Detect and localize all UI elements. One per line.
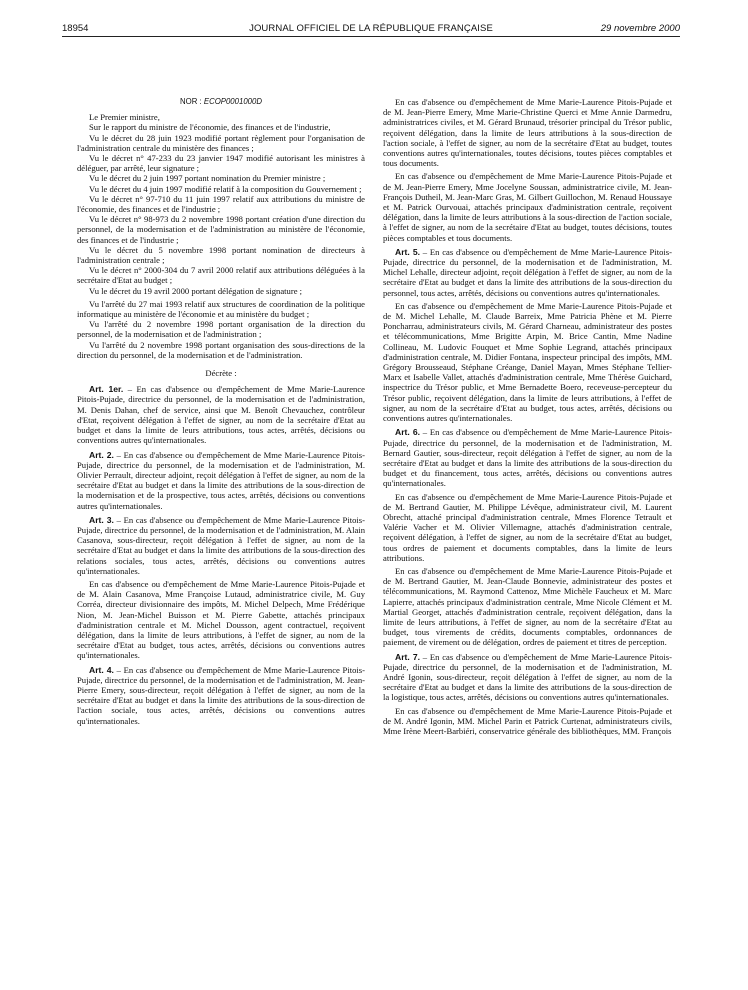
right-column bbox=[383, 97, 672, 736]
article-label: Art. 4. bbox=[89, 664, 114, 675]
visa-paragraph: Vu le décret n° 98-973 du 2 novembre 1998 portant création d'une direction du personnel, de la modernisation et de l'administration au ministère de l'économie, des finances et de l'industrie ; bbox=[77, 214, 365, 245]
visa-paragraph: Vu le décret du 28 juin 1923 modifié portant règlement pour l'organisation de l'administration centrale du ministère des finances ; bbox=[77, 132, 365, 153]
article-text: – En cas d'absence ou d'empêchement de Mme Marie-Laurence Pitois-Pujade, directrice du personnel, de la modernisation et de l'administration, M. Jean-Pierre Emery, sous-directeur, reçoit délégation à l'effet de signer, au nom de la secrétaire d'Etat au budget et dans la limite des attributions de la sous-direction de l'action sociale, tous actes, arrêtés, décisions ou conventions autres qu'internationales. bbox=[77, 664, 366, 726]
article-paragraph: En cas d'absence ou d'empêchement de Mme Marie-Laurence Pitois-Pujade et de M. Jean-Pierre Emery, Mme Marie-Christine Querci et Mme Annie Darmedru, administratrices civiles, et M. Gérard Brunaud, trésorier principal du Trésor public, reçoivent délégation, dans la limite de leurs attributions à la sous-direction de l'action sociale, à l'effet de signer, au nom de la secrétaire d'Etat au budget, toutes conventions autres qu'internationales, toutes décisions, toutes pièces comptables et tous documents. bbox=[383, 97, 672, 169]
article-3 bbox=[77, 515, 365, 576]
visa-paragraph: Le Premier ministre, bbox=[89, 112, 160, 123]
article-7 bbox=[383, 652, 672, 703]
article-text: – En cas d'absence ou d'empêchement de Mme Marie-Laurence Pitois-Pujade, directrice du personnel, de la modernisation et de l'administration, M. Olivier Perrault, directeur adjoint, reçoit délégation à l'effet de signer, au nom de la secrétaire d'Etat au budget et dans la limite des attributions de la sous-direction de la modernisation et de la prospective, tous actes, arrêtés, décisions ou conventions autres qu'internationales. bbox=[77, 449, 366, 511]
article-label: Art. 5. bbox=[395, 246, 420, 257]
article-text: – En cas d'absence ou d'empêchement de Mme Marie-Laurence Pitois-Pujade, directrice du personnel, de la modernisation et de l'administration, M. Michel Lehalle, directeur adjoint, reçoit délégation à l'effet de signer, au nom de la secrétaire d'Etat au budget et dans la limite des attributions de la sous-direction du personnel, tous actes, arrêtés, décisions ou conventions autres qu'internationales. bbox=[383, 246, 672, 298]
visa-paragraph: Vu l'arrêté du 27 mai 1993 relatif aux structures de coordination de la politique informatique au ministère de l'économie et au ministère du budget ; bbox=[77, 298, 365, 320]
article-text: – En cas d'absence ou d'empêchement de Mme Marie-Laurence Pitois-Pujade, directrice du personnel, de la modernisation et de l'administration, M. Bernard Gautier, sous-directeur, reçoit délégation à l'effet de signer, au nom de la secrétaire d'Etat au budget et dans la limite des attributions de la sous-direction du budget et du financement, tous actes, arrêtés, décisions ou conventions autres qu'internationales. bbox=[383, 427, 672, 489]
article-paragraph: En cas d'absence ou d'empêchement de Mme Marie-Laurence Pitois-Pujade et de M. Michel Lehalle, M. Claude Barreix, Mme Patricia Phène et M. Pierre Poncharrau, administrateurs civils, M. Gérard Charneau, administrateur des postes et télécommunications, Mme Brigitte Arpin, M. Brice Cantin, Mme Nadine Collineau, M. Ludovic Fouquet et Mme Sophie Legrand, attachés principaux d'administration centrale, M. Didier Fontana, inspecteur principal des impôts, MM. Grégory Brousseaud, Stéphane Créange, Daniel Mayan, Mmes Stéphane Tellier-Marx et Isabelle Vallet, attachés d'administration centrale, Mme Thérèse Guichard, inspectrice du Trésor public, et Mme Bernadette Boero, receveuse-percepteur du Trésor public, reçoivent délégation, dans la limite de leurs attributions, à l'effet de signer, au nom de la secrétaire d'Etat au budget, tous actes, arrêtés, décisions ou conventions autres qu'internationales. bbox=[383, 300, 672, 424]
article-paragraph: En cas d'absence ou d'empêchement de Mme Marie-Laurence Pitois-Pujade et de M. Bertrand Gautier, M. Philippe Lévêque, administrateur civil, M. Laurent Obrecht, attaché principal d'administration centrale, Mmes Florence Tetrault et Valérie Vacher et M. Olivier Villemagne, attachés d'administration centrale, reçoivent délégation, à l'effet de signer, au nom de la secrétaire d'Etat au budget, tous ordres de paiement et documents comptables, dans la limite de leurs attributions. bbox=[383, 491, 672, 563]
article-1 bbox=[77, 384, 365, 445]
visa-paragraph: Vu l'arrêté du 2 novembre 1998 portant organisation de la direction du personnel, de la modernisation et de l'administration ; bbox=[77, 319, 365, 340]
nor-code: ECOP0001000D bbox=[203, 97, 262, 106]
article-paragraph: En cas d'absence ou d'empêchement de Mme Marie-Laurence Pitois-Pujade et de M. Bertrand Gautier, M. Jean-Claude Bonnevie, administrateur des postes et télécommunications, M. Raymond Cattenoz, Mme Michèle Faucheux et M. Marc Lapierre, attachés principaux d'administration centrale, Mme Nicole Clément et M. Martial Georget, attachés d'administration centrale, reçoivent délégation, dans la limite de leurs attributions, à l'effet de signer, au nom de la secrétaire d'Etat au budget, tous virements de crédits, documents comptables, ordonnances de paiement, de virement ou de délégation, ordres de paiement et titres de perception. bbox=[383, 565, 672, 648]
article-label: Art. 3. bbox=[89, 514, 114, 525]
article-6 bbox=[383, 427, 672, 488]
visa-paragraph: Vu le décret du 4 juin 1997 modifié relatif à la composition du Gouvernement ; bbox=[89, 183, 362, 194]
visa-paragraph: Vu le décret n° 47-233 du 23 janvier 1947 modifié autorisant les ministres à déléguer, par arrêté, leur signature ; bbox=[77, 153, 365, 174]
article-label: Art. 6. bbox=[395, 427, 420, 438]
nor-reference bbox=[77, 97, 365, 107]
article-2 bbox=[77, 450, 365, 511]
issue-date: 29 novembre 2000 bbox=[600, 23, 680, 34]
visa-paragraph: Sur le rapport du ministre de l'économie, des finances et de l'industrie, bbox=[89, 122, 331, 133]
journal-title: JOURNAL OFFICIEL DE LA RÉPUBLIQUE FRANÇAISE bbox=[249, 23, 493, 34]
decrete-heading: Décrète : bbox=[205, 368, 237, 379]
visa-paragraph: Vu l'arrêté du 2 novembre 1998 portant organisation des sous-directions de la direction du personnel, de la modernisation et de l'administration. bbox=[77, 339, 365, 360]
page-number: 18954 bbox=[62, 23, 89, 34]
visa-paragraph: Vu le décret n° 2000-304 du 7 avril 2000 relatif aux attributions déléguées à la secrétaire d'Etat au budget ; bbox=[77, 265, 365, 286]
article-label: Art. 2. bbox=[89, 449, 114, 460]
nor-label: NOR : bbox=[180, 97, 202, 106]
article-4 bbox=[77, 665, 365, 726]
visa-paragraph: Vu le décret du 2 juin 1997 portant nomination du Premier ministre ; bbox=[89, 173, 326, 184]
article-text: – En cas d'absence ou d'empêchement de Mme Marie-Laurence Pitois-Pujade, directrice du personnel, de la modernisation et de l'administration, M. Denis Dahan, chef de service, ainsi que M. Benoît Chevauchez, contrôleur d'Etat, reçoivent délégation à l'effet de signer, au nom de la secrétaire d'Etat au budget et dans la limite de leurs attributions, tous actes, arrêtés, décisions ou conventions autres qu'internationales. bbox=[77, 384, 365, 446]
article-paragraph: En cas d'absence ou d'empêchement de Mme Marie-Laurence Pitois-Pujade et de M. Alain Casanova, Mme Françoise Lutaud, administratrice civile, M. Guy Corréa, directeur divisionnaire des impôts, M. Michel Delpech, Mme Frédérique Nion, M. Jean-Michel Buisson et M. Pierre Gabette, attachés principaux d'administration centrale et M. Michel Dousson, agent contractuel, reçoivent délégation, dans la limite de leurs attributions, à l'effet de signer, au nom de la secrétaire d'Etat au budget, tous actes, arrêtés, décisions ou conventions autres qu'internationales. bbox=[77, 578, 365, 661]
visa-paragraph: Vu le décret du 19 avril 2000 portant délégation de signature ; bbox=[89, 285, 303, 296]
visa-paragraph: Vu le décret du 5 novembre 1998 portant nomination de directeurs à l'administration centrale ; bbox=[77, 244, 365, 266]
visa-paragraph: Vu le décret n° 97-710 du 11 juin 1997 relatif aux attributions du ministre de l'économie, des finances et de l'industrie ; bbox=[77, 193, 365, 215]
article-label: Art. 1er. bbox=[89, 384, 124, 395]
left-column bbox=[77, 97, 365, 726]
article-text: – En cas d'absence ou d'empêchement de Mme Marie-Laurence Pitois-Pujade, directrice du personnel, de la modernisation et de l'administration, M. André Igonin, sous-directeur, reçoit délégation à l'effet de signer, au nom de la secrétaire d'Etat au budget et dans la limite des attributions de la sous-direction de la logistique, tous actes, arrêtés, décisions ou conventions autres qu'internationales. bbox=[383, 651, 672, 703]
article-5 bbox=[383, 247, 672, 298]
page-header bbox=[62, 20, 680, 37]
article-paragraph: En cas d'absence ou d'empêchement de Mme Marie-Laurence Pitois-Pujade et de M. Jean-Pierre Emery, Mme Jocelyne Soussan, administratrice civile, M. Jean-François Dutheil, M. Jean-Marc Gras, M. Gilbert Guillochon, M. Renaud Houssaye et M. Patrick Ourvouai, attachés principaux d'administration centrale, reçoivent délégation, dans la limite de leurs attributions à la sous-direction de l'action sociale, à l'effet de signer, au nom de la secrétaire d'Etat au budget, toutes décisions, toutes pièces comptables et tous documents. bbox=[383, 171, 672, 243]
article-paragraph: En cas d'absence ou d'empêchement de Mme Marie-Laurence Pitois-Pujade et de M. André Igonin, MM. Michel Parin et Patrick Curtenat, administrateurs civils, Mme Irène Meert-Barbiéri, conservatrice générale des bibliothèques, MM. François bbox=[383, 705, 672, 736]
article-label: Art. 7. bbox=[395, 651, 420, 662]
article-text: – En cas d'absence ou d'empêchement de Mme Marie-Laurence Pitois-Pujade, directrice du personnel, de la modernisation et de l'administration, M. Alain Casanova, sous-directeur, reçoit délégation à l'effet de signer, au nom de la secrétaire d'Etat au budget et dans la limite des attributions de la sous-direction des relations sociales, tous actes, arrêtés, décisions ou conventions autres qu'internationales. bbox=[77, 514, 366, 576]
